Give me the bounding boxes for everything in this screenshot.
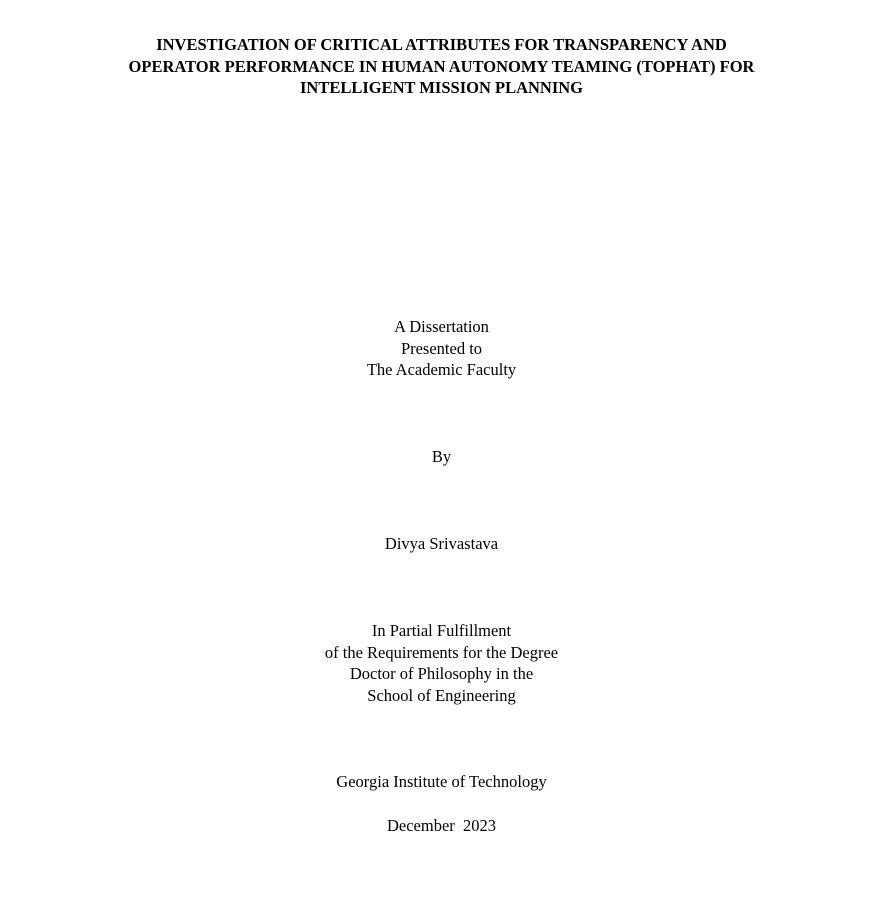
date bbox=[0, 815, 883, 837]
presentation-line-2: Presented to bbox=[400, 338, 483, 358]
author-name bbox=[0, 533, 883, 555]
institution bbox=[0, 771, 883, 793]
by-text: By bbox=[431, 447, 452, 466]
title-line-3: INTELLIGENT MISSION PLANNING bbox=[299, 78, 583, 98]
fulfillment-line-2: of the Requirements for the Degree bbox=[324, 642, 559, 662]
fulfillment-line-1: In Partial Fulfillment bbox=[371, 621, 512, 640]
presentation-statement bbox=[0, 316, 883, 381]
title-line-2: OPERATOR PERFORMANCE IN HUMAN AUTONOMY TEAMING (TOPHAT) FOR bbox=[128, 56, 755, 76]
presentation-line-3: The Academic Faculty bbox=[366, 360, 517, 380]
presentation-line-1: A Dissertation bbox=[394, 317, 489, 336]
dissertation-title bbox=[0, 34, 883, 99]
fulfillment-line-4: School of Engineering bbox=[367, 686, 516, 706]
by-label bbox=[0, 446, 883, 468]
fulfillment-statement bbox=[0, 620, 883, 707]
title-line-1: INVESTIGATION OF CRITICAL ATTRIBUTES FOR TRANSPARENCY AND bbox=[156, 35, 727, 54]
fulfillment-line-3: Doctor of Philosophy in the bbox=[349, 664, 534, 684]
author-text: Divya Srivastava bbox=[384, 534, 499, 553]
date-text: December 2023 bbox=[386, 816, 497, 835]
institution-text: Georgia Institute of Technology bbox=[336, 772, 547, 791]
